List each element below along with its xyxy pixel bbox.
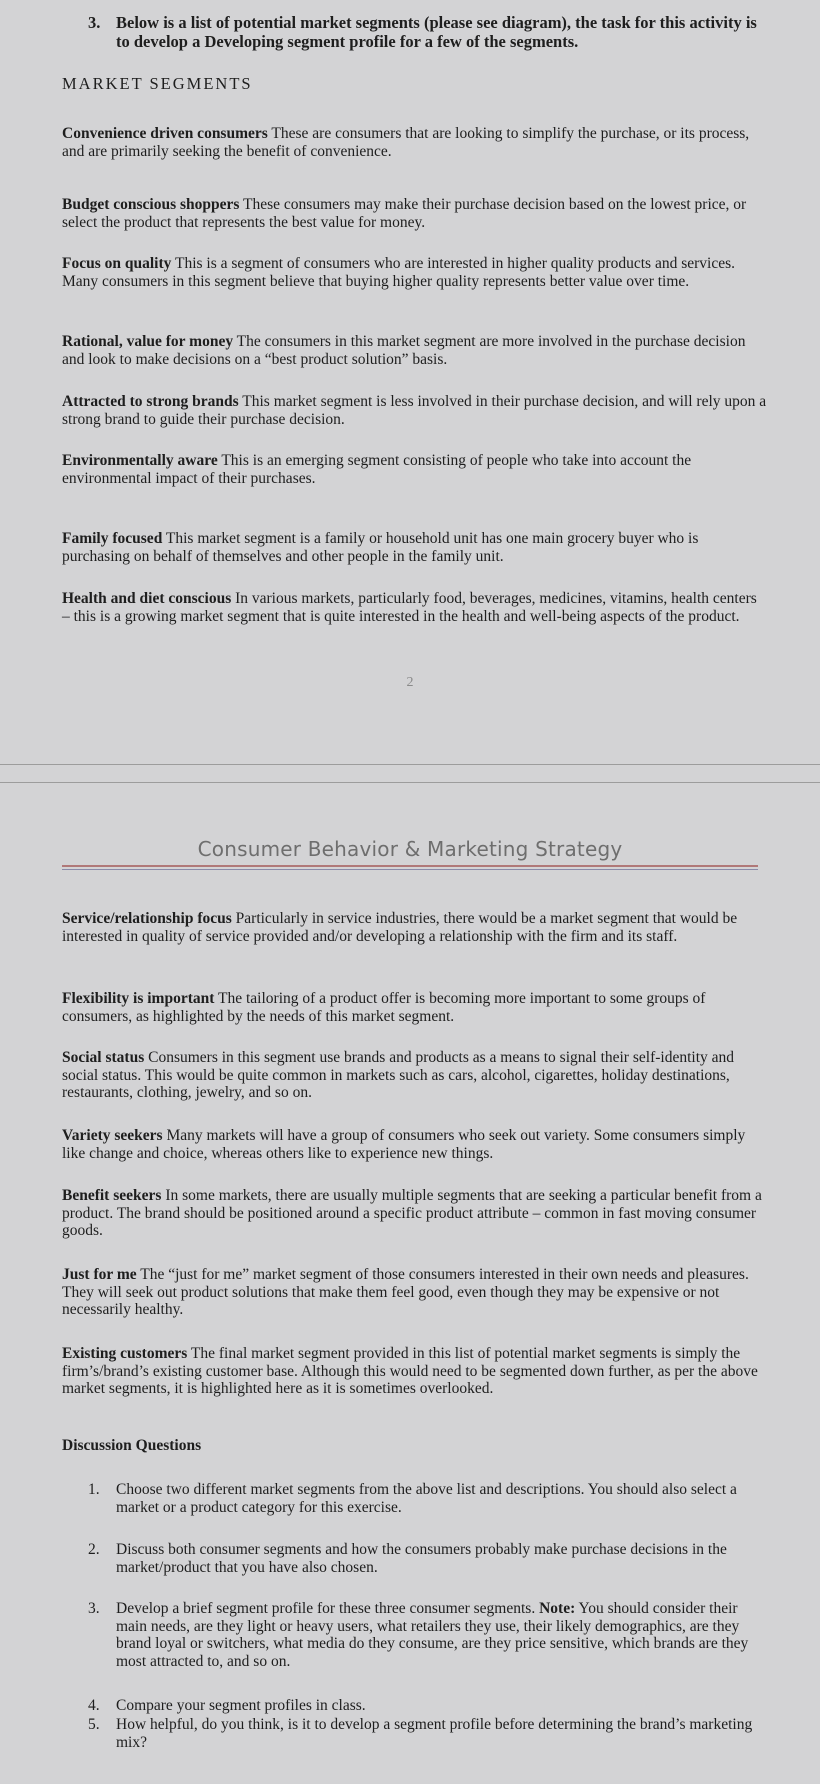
page-number: 2 bbox=[406, 675, 414, 690]
segment-description: This is an emerging segment consisting of people who take into account the environmental impact of their purchases. bbox=[62, 452, 692, 487]
header-rule bbox=[62, 869, 758, 870]
question-text: Discuss both consumer segments and how the consumers probably make purchase decisions in the market/product that you have also chosen. bbox=[116, 1541, 727, 1576]
segment-paragraph bbox=[62, 530, 767, 565]
header-rule bbox=[62, 865, 758, 867]
discussion-question bbox=[88, 1716, 768, 1751]
question-number: 5. bbox=[88, 1716, 100, 1733]
segment-description: The tailoring of a product offer is becoming more important to some groups of consumers, as highlighted by the needs of this market segment. bbox=[62, 990, 706, 1025]
segment-paragraph bbox=[62, 590, 767, 625]
segment-paragraph bbox=[62, 393, 767, 428]
segment-paragraph bbox=[62, 452, 767, 487]
question-text-part: Develop a brief segment profile for these three consumer segments. bbox=[116, 1600, 540, 1617]
segment-description: Particularly in service industries, there would be a market segment that would be interested in quality of service provided and/or developing a relationship with the firm and its staff. bbox=[62, 910, 738, 945]
note-label: Note: bbox=[539, 1600, 576, 1617]
segment-paragraph bbox=[62, 333, 767, 368]
segment-description: The final market segment provided in this list of potential market segments is simply the firm’s/brand’s existing customer base. Although this would need to be segmented down further, as per the above market segments, it is highlighted here as it is sometimes overlooked. bbox=[62, 1345, 758, 1397]
question-number: 3. bbox=[88, 1600, 100, 1617]
discussion-question bbox=[88, 1697, 768, 1715]
discussion-question bbox=[88, 1481, 768, 1516]
segment-description: This market segment is a family or household unit has one main grocery buyer who is purchasing on behalf of themselves and other people in the family unit. bbox=[62, 530, 699, 565]
segment-paragraph bbox=[62, 1049, 767, 1102]
question-number: 4. bbox=[88, 1697, 100, 1714]
segment-term: Attracted to strong brands bbox=[62, 393, 239, 410]
segment-paragraph bbox=[62, 255, 767, 290]
document-page-1 bbox=[0, 0, 820, 764]
segment-term: Rational, value for money bbox=[62, 333, 234, 350]
segment-term: Just for me bbox=[62, 1266, 137, 1283]
question-text: Below is a list of potential market segments (please see diagram), the task for this activity is to develop a Developing segment profile for a few of the segments. bbox=[116, 13, 757, 51]
segment-term: Budget conscious shoppers bbox=[62, 196, 240, 213]
question-text: How helpful, do you think, is it to develop a segment profile before determining the brand’s marketing mix? bbox=[116, 1716, 753, 1751]
segment-term: Environmentally aware bbox=[62, 452, 218, 469]
segment-paragraph bbox=[62, 125, 767, 160]
segment-paragraph bbox=[62, 910, 767, 945]
page-divider bbox=[0, 764, 820, 765]
segment-description: Consumers in this segment use brands and products as a means to signal their self-identity and social status. This would be quite common in markets such as cars, alcohol, cigarettes, holiday destinations, restaurants, clothing, jewelry, and so on. bbox=[62, 1049, 734, 1101]
market-segments-title: MARKET SEGMENTS bbox=[62, 74, 253, 93]
discussion-question bbox=[88, 1541, 768, 1576]
segment-description: The consumers in this market segment are more involved in the purchase decision and look to make decisions on a “best product solution” basis. bbox=[62, 333, 746, 368]
question-3 bbox=[88, 14, 768, 51]
question-text: Choose two different market segments from the above list and descriptions. You should also select a market or a product category for this exercise. bbox=[116, 1481, 737, 1516]
segment-paragraph bbox=[62, 1266, 767, 1319]
segment-description: These consumers may make their purchase decision based on the lowest price, or select the product that represents the best value for money. bbox=[62, 196, 747, 231]
question-number: 3. bbox=[88, 13, 101, 32]
segment-description: This market segment is less involved in their purchase decision, and will rely upon a strong brand to guide their purchase decision. bbox=[62, 393, 767, 428]
segment-description: This is a segment of consumers who are interested in higher quality products and services. Many consumers in this segment believe that buying higher quality represents better value over time. bbox=[62, 255, 735, 290]
segment-description: These are consumers that are looking to simplify the purchase, or its process, and are primarily seeking the benefit of convenience. bbox=[62, 125, 750, 160]
question-number: 1. bbox=[88, 1481, 100, 1498]
segment-term: Convenience driven consumers bbox=[62, 125, 268, 142]
question-text-part: You should consider their main needs, are they light or heavy users, what retailers they use, their likely demographics, are they brand loyal or switchers, what media do they consume, are they price sensitive, which brands are they most attracted to, and so on. bbox=[116, 1600, 749, 1670]
segment-paragraph bbox=[62, 1187, 767, 1240]
segment-description: The “just for me” market segment of those consumers interested in their own needs and pleasures. They will seek out product solutions that make them feel good, even though they may be expensive or not necessarily healthy. bbox=[62, 1266, 749, 1318]
segment-term: Focus on quality bbox=[62, 255, 172, 272]
segment-paragraph bbox=[62, 1345, 767, 1398]
segment-term: Benefit seekers bbox=[62, 1187, 162, 1204]
running-header: Consumer Behavior & Marketing Strategy bbox=[197, 837, 623, 861]
segment-description: Many markets will have a group of consumers who seek out variety. Some consumers simply like change and choice, whereas others like to experience new things. bbox=[62, 1127, 746, 1162]
segment-description: In various markets, particularly food, beverages, medicines, vitamins, health centers – this is a growing market segment that is quite interested in the health and well-being aspects of the product. bbox=[62, 590, 757, 625]
segment-term: Health and diet conscious bbox=[62, 590, 232, 607]
question-text bbox=[116, 1600, 768, 1670]
segment-paragraph bbox=[62, 1127, 767, 1162]
segment-term: Social status bbox=[62, 1049, 145, 1066]
segment-term: Service/relationship focus bbox=[62, 910, 232, 927]
segment-term: Family focused bbox=[62, 530, 163, 547]
segment-term: Existing customers bbox=[62, 1345, 188, 1362]
discussion-question bbox=[88, 1600, 768, 1670]
segment-term: Flexibility is important bbox=[62, 990, 215, 1007]
segment-description: In some markets, there are usually multiple segments that are seeking a particular benefit from a product. The brand should be positioned around a specific product attribute – common in fast moving consumer goods. bbox=[62, 1187, 762, 1239]
segment-term: Variety seekers bbox=[62, 1127, 163, 1144]
segment-paragraph bbox=[62, 196, 767, 231]
question-text: Compare your segment profiles in class. bbox=[116, 1697, 366, 1714]
segment-paragraph bbox=[62, 990, 767, 1025]
question-number: 2. bbox=[88, 1541, 100, 1558]
discussion-questions-title: Discussion Questions bbox=[62, 1437, 202, 1454]
